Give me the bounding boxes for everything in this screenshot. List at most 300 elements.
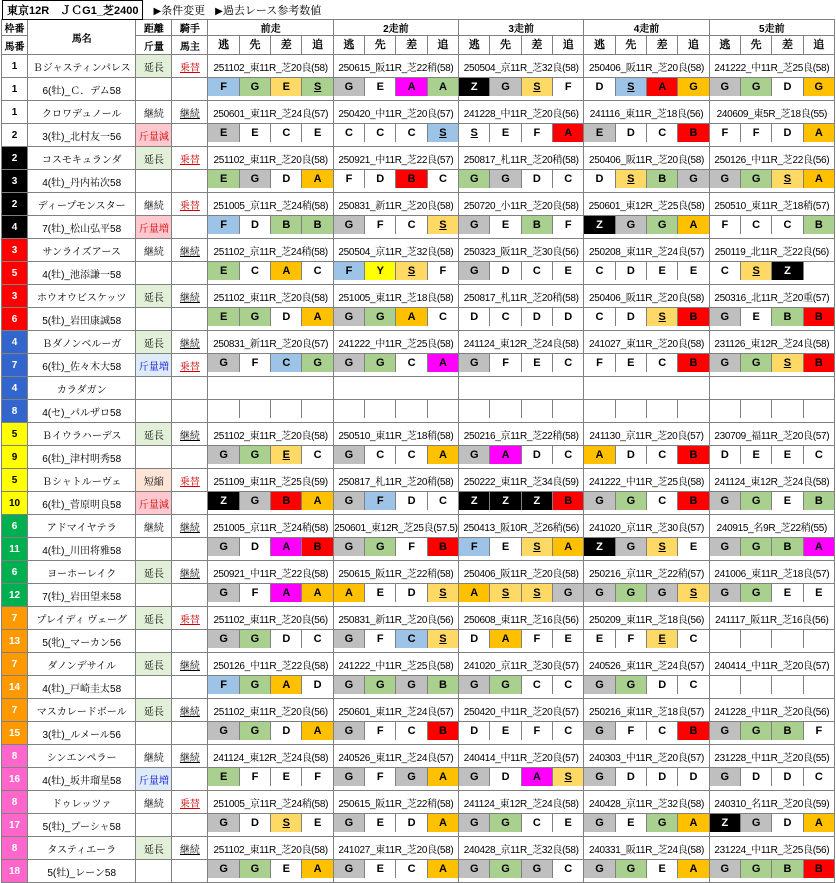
table-row-detail[interactable]	[2, 768, 835, 791]
past-race-grades-2	[333, 538, 458, 561]
table-row-detail[interactable]	[2, 216, 835, 239]
horse-age-jockey: 6(牡)_Ｃ．デム58	[28, 78, 136, 101]
grade-cell: G	[459, 768, 490, 786]
grade-cell: C	[396, 860, 427, 878]
past-race-grades-1	[208, 446, 333, 469]
sub-oi: 追	[437, 39, 449, 51]
table-row-detail[interactable]	[2, 308, 835, 331]
past-race-grades-4	[584, 630, 709, 653]
uma-number: 15	[2, 722, 28, 745]
past-race-grades-5	[709, 722, 834, 745]
table-row-detail[interactable]	[2, 400, 835, 423]
grade-group	[459, 446, 583, 468]
grade-cell: S	[459, 124, 490, 142]
th-sub-2	[333, 36, 458, 55]
grade-cell: C	[365, 446, 396, 464]
grade-cell: G	[334, 538, 365, 556]
past-race-info-2: 250921_中11R_芝22良(57)	[333, 147, 458, 170]
weight-change-tag	[136, 308, 172, 331]
grade-cell: E	[208, 124, 239, 142]
grade-group	[710, 308, 834, 330]
past-race-grades-1	[208, 78, 333, 101]
grade-cell: E	[271, 78, 302, 96]
past-race-info-4: 241020_京11R_芝30良(57)	[584, 515, 709, 538]
grade-cell: G	[584, 768, 615, 786]
grade-cell: G	[584, 676, 615, 694]
distance-change-tag	[136, 377, 172, 400]
owner-change-tag	[172, 860, 208, 883]
weight-change-tag	[136, 446, 172, 469]
uma-number: 1	[2, 78, 28, 101]
horse-age-jockey: 4(牡)_池添謙一58	[28, 262, 136, 285]
grade-cell: C	[522, 814, 553, 832]
grade-cell: E	[616, 354, 647, 372]
grade-cell: E	[271, 446, 302, 464]
grade-cell: G	[710, 538, 741, 556]
owner-change-tag	[172, 216, 208, 239]
grade-group	[584, 216, 708, 238]
table-row[interactable]	[2, 193, 835, 216]
grade-cell: G	[208, 722, 239, 740]
grade-cell: A	[678, 860, 708, 878]
table-row[interactable]	[2, 147, 835, 170]
grade-cell: A	[678, 814, 708, 832]
grade-cell: E	[553, 630, 583, 648]
table-row-detail[interactable]	[2, 354, 835, 377]
past-race-info-5: 231126_東12R_芝24良(58)	[709, 331, 834, 354]
grade-cell: G	[741, 354, 772, 372]
past-race-info-1: 250831_新11R_芝20良(57)	[208, 331, 333, 354]
grade-cell: G	[678, 170, 708, 188]
table-row-detail[interactable]	[2, 722, 835, 745]
table-row[interactable]	[2, 791, 835, 814]
jockey-change-tag: 乗替	[172, 193, 208, 216]
table-row[interactable]	[2, 423, 835, 446]
grade-cell: C	[741, 216, 772, 234]
uma-number: 18	[2, 860, 28, 883]
owner-change-tag	[172, 538, 208, 561]
past-race-grades-3	[459, 308, 584, 331]
horse-age-jockey: 5(牡)_レーン58	[28, 860, 136, 883]
horse-name[interactable]: カラダガン	[28, 377, 136, 400]
past-race-info-4: 250406_阪11R_芝20良(58)	[584, 285, 709, 308]
grade-cell: B	[772, 860, 803, 878]
past-race-grades-3	[459, 860, 584, 883]
grade-cell: A	[428, 446, 458, 464]
grade-cell: E	[584, 124, 615, 142]
grade-cell: G	[710, 492, 741, 510]
past-race-grades-5	[709, 78, 834, 101]
sub-nige: 逃	[208, 36, 239, 54]
owner-change-tag	[172, 78, 208, 101]
past-race-info-5: 241006_東11R_芝18良(57)	[709, 561, 834, 584]
horse-name[interactable]: ディープモンスター	[28, 193, 136, 216]
past-race-grades-2	[333, 584, 458, 607]
past-race-grades-5	[709, 492, 834, 515]
horse-name[interactable]: コスモキュランダ	[28, 147, 136, 170]
condition-change-button[interactable]	[153, 2, 205, 18]
horse-name[interactable]: アドマイヤテラ	[28, 515, 136, 538]
grade-cell: G	[459, 262, 490, 280]
grade-cell: C	[302, 630, 332, 648]
grade-group	[584, 262, 708, 284]
grade-cell: A	[271, 676, 302, 694]
waku-number: 2	[2, 147, 28, 170]
sub-sashi: 差	[772, 36, 803, 54]
grade-cell: B	[428, 538, 458, 556]
grade-cell: Z	[459, 78, 490, 96]
grade-cell: A	[302, 860, 332, 878]
owner-change-tag	[172, 722, 208, 745]
weight-change-tag: 斤量増	[136, 216, 172, 239]
grade-cell: F	[741, 124, 772, 142]
grade-cell: C	[553, 860, 583, 878]
th-uma: 馬番	[2, 36, 28, 55]
past-race-info-4	[584, 377, 709, 400]
past-race-info-5: 240915_名9R_芝22稍(55)	[709, 515, 834, 538]
grade-cell: F	[240, 354, 271, 372]
horse-name[interactable]: Ｂダノンベルーガ	[28, 331, 136, 354]
table-row-detail[interactable]	[2, 170, 835, 193]
uma-number: 8	[2, 400, 28, 423]
grade-cell: E	[490, 722, 521, 740]
grade-cell: A	[302, 584, 332, 602]
weight-change-tag	[136, 584, 172, 607]
table-row[interactable]	[2, 745, 835, 768]
grade-cell: G	[365, 354, 396, 372]
grade-cell: E	[208, 262, 239, 280]
grade-cell: F	[553, 78, 583, 96]
past-race-info-3: 241228_中11R_芝20良(56)	[459, 101, 584, 124]
sub-sen: 先	[365, 36, 396, 54]
grade-cell: Z	[710, 814, 741, 832]
grade-cell: G	[710, 768, 741, 786]
table-row[interactable]	[2, 653, 835, 676]
waku-number: 3	[2, 285, 28, 308]
table-row[interactable]	[2, 561, 835, 584]
table-row[interactable]	[2, 285, 835, 308]
waku-number: 8	[2, 837, 28, 860]
table-row[interactable]	[2, 377, 835, 400]
grade-cell: G	[584, 722, 615, 740]
grade-cell: D	[522, 446, 553, 464]
grade-group	[334, 124, 458, 146]
grade-cell: D	[302, 676, 332, 694]
grade-cell: D	[271, 308, 302, 326]
table-row-detail[interactable]	[2, 860, 835, 883]
table-row-detail[interactable]	[2, 492, 835, 515]
grade-cell: G	[741, 584, 772, 602]
grade-cell: F	[208, 78, 239, 96]
grade-cell: F	[208, 676, 239, 694]
horse-name[interactable]: ドゥレッツァ	[28, 791, 136, 814]
past-race-grades-1	[208, 216, 333, 239]
past-race-grades-5	[709, 446, 834, 469]
horse-name[interactable]: Ｂイウラハーデス	[28, 423, 136, 446]
horse-name[interactable]: ヨーホーレイク	[28, 561, 136, 584]
uma-number: 2	[2, 124, 28, 147]
grade-cell: F	[522, 630, 553, 648]
jockey-change-tag: 継続	[172, 423, 208, 446]
grade-cell: G	[710, 584, 741, 602]
past-race-info-3	[459, 377, 584, 400]
grade-group	[208, 354, 332, 376]
horse-name[interactable]: クロワデュノール	[28, 101, 136, 124]
grade-cell: C	[396, 354, 427, 372]
horse-name[interactable]: Ｂシャトルーヴェ	[28, 469, 136, 492]
grade-cell: A	[678, 216, 708, 234]
horse-name[interactable]: シンエンペラー	[28, 745, 136, 768]
past-race-info-4: 250406_阪11R_芝20良(58)	[584, 147, 709, 170]
horse-age-jockey: 6(牡)_津村明秀58	[28, 446, 136, 469]
table-row-detail[interactable]	[2, 124, 835, 147]
grade-cell: E	[490, 216, 521, 234]
grade-cell: D	[490, 262, 521, 280]
past-race-grades-3	[459, 584, 584, 607]
past-race-reference-button[interactable]	[215, 2, 321, 18]
table-row-detail[interactable]	[2, 78, 835, 101]
past-race-info-4: 241130_京11R_芝20良(57)	[584, 423, 709, 446]
grade-cell: F	[302, 768, 332, 786]
table-row-detail[interactable]	[2, 630, 835, 653]
past-race-info-4: 240428_京11R_芝32良(58)	[584, 791, 709, 814]
table-row[interactable]	[2, 239, 835, 262]
race-table	[1, 19, 835, 883]
grade-cell: B	[804, 216, 834, 234]
past-race-info-1: 251102_東11R_芝20良(58)	[208, 285, 333, 308]
past-race-info-2: 251005_東11R_芝18良(58)	[333, 285, 458, 308]
jockey-change-tag: 継続	[172, 561, 208, 584]
grade-cell: G	[741, 492, 772, 510]
horse-name[interactable]: タスティエーラ	[28, 837, 136, 860]
table-row-detail[interactable]	[2, 538, 835, 561]
jockey-change-tag: 継続	[172, 515, 208, 538]
grade-cell: D	[584, 78, 615, 96]
past-race-grades-1	[208, 124, 333, 147]
jockey-change-tag: 継続	[172, 285, 208, 308]
past-race-info-3: 250817_札11R_芝20稍(58)	[459, 285, 584, 308]
grade-cell: S	[522, 78, 553, 96]
th-race-4: 4走前	[584, 20, 709, 36]
horse-name[interactable]: プレイディ ヴェーグ	[28, 607, 136, 630]
table-row-detail[interactable]	[2, 446, 835, 469]
jockey-change-tag: 継続	[172, 331, 208, 354]
grade-cell: G	[365, 676, 396, 694]
horse-name[interactable]: マスカレードボール	[28, 699, 136, 722]
grade-cell: G	[584, 814, 615, 832]
past-race-info-1: 241124_東12R_芝24良(58)	[208, 745, 333, 768]
owner-change-tag	[172, 308, 208, 331]
grade-cell: S	[647, 538, 678, 556]
grade-cell: D	[741, 768, 772, 786]
horse-age-jockey: 4(牡)_戸崎圭太58	[28, 676, 136, 699]
grade-group	[459, 584, 583, 606]
grade-cell: C	[302, 262, 332, 280]
grade-cell: B	[302, 538, 332, 556]
grade-cell: A	[271, 584, 302, 602]
past-race-grades-3	[459, 400, 584, 423]
grade-group	[710, 492, 834, 514]
past-race-grades-4	[584, 354, 709, 377]
distance-change-tag: 延長	[136, 699, 172, 722]
grade-cell: G	[334, 814, 365, 832]
waku-number: 8	[2, 745, 28, 768]
table-row[interactable]	[2, 699, 835, 722]
table-row-detail[interactable]	[2, 584, 835, 607]
grade-cell: G	[553, 584, 583, 602]
table-row[interactable]	[2, 607, 835, 630]
horse-name[interactable]: ホウオウビスケッツ	[28, 285, 136, 308]
grade-cell: B	[396, 170, 427, 188]
past-race-info-4: 241027_東11R_芝20良(58)	[584, 331, 709, 354]
grade-group	[584, 630, 708, 652]
grade-cell: S	[428, 630, 458, 648]
waku-number: 7	[2, 699, 28, 722]
table-row-detail[interactable]	[2, 262, 835, 285]
grade-cell: F	[616, 630, 647, 648]
grade-cell: D	[772, 124, 803, 142]
horse-age-jockey: 3(牡)_北村友一56	[28, 124, 136, 147]
th-dist: 距離	[136, 20, 172, 36]
grade-cell: G	[522, 860, 553, 878]
grade-cell: B	[804, 860, 834, 878]
grade-cell: Z	[584, 538, 615, 556]
grade-group	[334, 538, 458, 560]
grade-group	[208, 768, 332, 790]
grade-cell: G	[710, 170, 741, 188]
grade-cell: C	[490, 308, 521, 326]
sub-head-5	[710, 36, 834, 54]
grade-cell: D	[522, 308, 553, 326]
grade-cell: G	[710, 308, 741, 326]
grade-cell: A	[428, 78, 458, 96]
past-race-info-3: 240414_中11R_芝20良(57)	[459, 745, 584, 768]
uma-number: 13	[2, 630, 28, 653]
table-row[interactable]	[2, 101, 835, 124]
grade-cell: E	[553, 814, 583, 832]
grade-cell: E	[772, 492, 803, 510]
grade-cell: S	[647, 308, 678, 326]
grade-cell: G	[741, 860, 772, 878]
table-row[interactable]	[2, 469, 835, 492]
jockey-change-tag: 継続	[172, 101, 208, 124]
grade-group	[208, 400, 332, 422]
past-race-info-5: 250510_東11R_芝18稍(57)	[709, 193, 834, 216]
grade-cell: E	[804, 584, 834, 602]
table-row[interactable]	[2, 515, 835, 538]
past-race-info-1: 251102_東11R_芝20良(58)	[208, 55, 333, 78]
grade-cell: A	[302, 308, 332, 326]
past-race-info-1	[208, 377, 333, 400]
grade-cell: S	[522, 538, 553, 556]
grade-cell: E	[490, 124, 521, 142]
grade-cell	[804, 262, 834, 280]
past-race-info-4: 250208_東11R_芝24良(57)	[584, 239, 709, 262]
past-race-info-5: 250119_北11R_芝22良(56)	[709, 239, 834, 262]
sub-head-3	[459, 36, 583, 54]
grade-cell: A	[271, 262, 302, 280]
horse-name[interactable]: Ｂジャスティンパレス	[28, 55, 136, 78]
uma-number: 17	[2, 814, 28, 837]
grade-cell: B	[271, 492, 302, 510]
past-race-grades-4	[584, 400, 709, 423]
grade-cell: A	[396, 78, 427, 96]
horse-name[interactable]: ダノンデサイル	[28, 653, 136, 676]
waku-number: 7	[2, 607, 28, 630]
grade-group	[334, 446, 458, 468]
grade-cell: Z	[490, 492, 521, 510]
grade-cell: G	[240, 170, 271, 188]
grade-cell	[553, 400, 583, 418]
th-kinryo: 斤量	[136, 36, 172, 55]
grade-cell: D	[616, 768, 647, 786]
table-row-detail[interactable]	[2, 676, 835, 699]
distance-change-tag: 短縮	[136, 469, 172, 492]
grade-cell: F	[522, 722, 553, 740]
grade-group	[459, 860, 583, 882]
sub-head-4	[584, 36, 708, 54]
past-race-grades-1	[208, 584, 333, 607]
past-race-info-4: 240303_中11R_芝20良(57)	[584, 745, 709, 768]
grade-cell	[772, 400, 803, 418]
past-race-info-2: 241222_中11R_芝25良(58)	[333, 331, 458, 354]
grade-cell: A	[428, 354, 458, 372]
grade-cell: Z	[584, 216, 615, 234]
table-row-detail[interactable]	[2, 814, 835, 837]
grade-cell: C	[647, 492, 678, 510]
table-row[interactable]	[2, 331, 835, 354]
past-race-grades-1	[208, 722, 333, 745]
grade-cell: S	[772, 170, 803, 188]
grade-group	[208, 676, 332, 698]
grade-cell: C	[678, 676, 708, 694]
past-race-grades-2	[333, 170, 458, 193]
grade-cell: C	[428, 170, 458, 188]
grade-cell: C	[522, 676, 553, 694]
horse-name[interactable]: サンライズアース	[28, 239, 136, 262]
grade-group	[208, 630, 332, 652]
th-sub-1	[208, 36, 333, 55]
grade-cell: F	[804, 722, 834, 740]
waku-number: 1	[2, 55, 28, 78]
table-row[interactable]	[2, 837, 835, 860]
weight-change-tag	[136, 78, 172, 101]
table-row[interactable]	[2, 55, 835, 78]
grade-cell: C	[678, 630, 708, 648]
grade-group	[459, 170, 583, 192]
uma-number: 6	[2, 308, 28, 331]
past-race-info-5: 241222_中11R_芝25良(58)	[709, 55, 834, 78]
grade-cell: F	[334, 262, 365, 280]
header-row-1	[2, 20, 835, 36]
grade-group	[710, 216, 834, 238]
weight-change-tag	[136, 170, 172, 193]
grade-cell: G	[240, 722, 271, 740]
grade-cell: D	[772, 814, 803, 832]
past-race-grades-3	[459, 676, 584, 699]
past-race-info-5: 240310_名11R_芝20良(59)	[709, 791, 834, 814]
th-sub-3	[459, 36, 584, 55]
grade-cell: A	[553, 124, 583, 142]
table-head	[2, 20, 835, 55]
past-race-info-5: 250126_中11R_芝22良(56)	[709, 147, 834, 170]
grade-cell	[490, 400, 521, 418]
grade-cell	[804, 630, 834, 648]
past-race-grades-5	[709, 860, 834, 883]
grade-cell	[710, 400, 741, 418]
past-race-grades-1	[208, 492, 333, 515]
table-body	[2, 55, 835, 883]
